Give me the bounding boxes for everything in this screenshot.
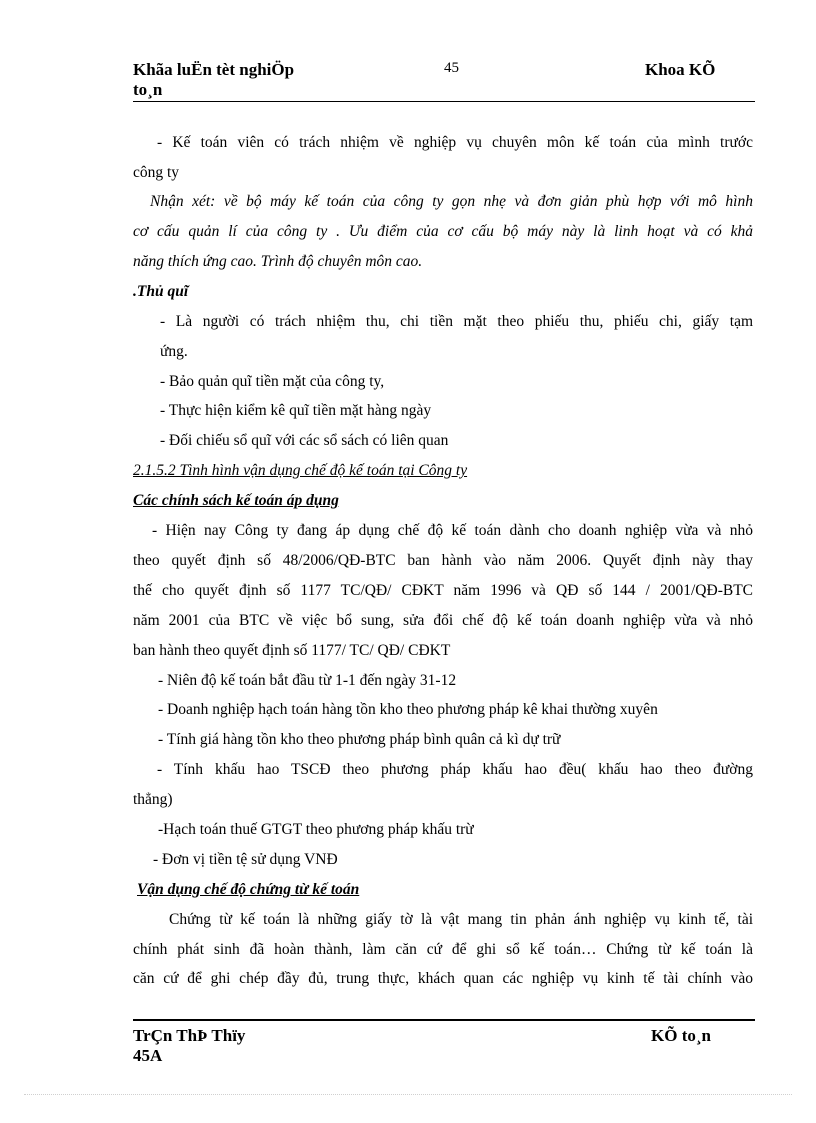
footer-author: TrÇn ThÞ Thïy xyxy=(133,1026,246,1045)
paragraph-line: - Đối chiếu sổ quĩ với các sổ sách có liên quan xyxy=(160,432,449,449)
footer-rule xyxy=(133,1019,755,1021)
paragraph-line: năm 2001 của BTC về việc bổ sung, sửa đổi chế độ kế toán doanh nghiệp vừa và nhỏ xyxy=(133,612,753,629)
paragraph-line: thẳng) xyxy=(133,791,173,808)
paragraph-line: ứng. xyxy=(160,343,188,360)
paragraph-line: căn cứ để ghi chép đầy đủ, trung thực, khách quan các nghiệp vụ kinh tế tài chính vào xyxy=(133,970,753,987)
header-title: Khãa luËn tèt nghiÖp xyxy=(133,60,295,79)
paragraph-line: - Đơn vị tiền tệ sử dụng VNĐ xyxy=(153,851,338,868)
paragraph-line: ban hành theo quyết định số 1177/ TC/ QĐ/ CĐKT xyxy=(133,642,451,659)
paragraph-line: -Hạch toán thuế GTGT theo phương pháp khấu trừ xyxy=(158,821,474,838)
header-rule xyxy=(133,101,755,102)
paragraph-line: công ty xyxy=(133,164,180,181)
paragraph-line: theo quyết định số 48/2006/QĐ-BTC ban hành vào năm 2006. Quyết định này thay xyxy=(133,552,753,569)
paragraph-line: Nhận xét: về bộ máy kế toán của công ty gọn nhẹ và đơn giản phù hợp với mô hình xyxy=(150,193,753,210)
section-heading: .Thủ quĩ xyxy=(133,283,189,300)
paragraph-line: - Thực hiện kiểm kê quĩ tiền mặt hàng ngày xyxy=(160,402,432,419)
header-title-cont: to¸n xyxy=(133,80,163,99)
paragraph-line: thế cho quyết định số 1177 TC/QĐ/ CĐKT năm 1996 và QĐ số 144 / 2001/QĐ-BTC xyxy=(133,582,753,599)
section-heading: Vận dụng chế độ chứng từ kế toán xyxy=(137,881,360,898)
paragraph-line: năng thích ứng cao. Trình độ chuyên môn cao. xyxy=(133,253,423,270)
paragraph-line: - Là người có trách nhiệm thu, chi tiền mặt theo phiếu thu, phiếu chi, giấy tạm xyxy=(160,313,753,330)
paragraph-line: - Doanh nghiệp hạch toán hàng tồn kho theo phương pháp kê khai thường xuyên xyxy=(158,701,658,718)
paragraph-line: cơ cấu quản lí của công ty . Ưu điểm của cơ cấu bộ máy này là linh hoạt và có khả xyxy=(133,223,753,240)
paragraph-line: - Kế toán viên có trách nhiệm về nghiệp vụ chuyên môn kế toán của mình trước xyxy=(157,134,753,151)
paragraph-line: chính phát sinh đã hoàn thành, làm căn cứ để ghi sổ kế toán… Chứng từ kế toán là xyxy=(133,941,753,958)
paragraph-line: - Niên độ kế toán bắt đầu từ 1-1 đến ngày 31-12 xyxy=(158,672,457,689)
section-heading: 2.1.5.2 Tình hình vận dụng chế độ kế toán tại Công ty xyxy=(133,462,468,479)
paragraph-line: - Tính khấu hao TSCĐ theo phương pháp khấu hao đều( khấu hao theo đường xyxy=(157,761,753,778)
page-bottom-dotted-rule xyxy=(24,1094,792,1095)
section-heading: Các chính sách kế toán áp dụng xyxy=(133,492,339,509)
paragraph-line: Chứng từ kế toán là những giấy tờ là vật mang tin phản ánh nghiệp vụ kinh tế, tài xyxy=(169,911,753,928)
footer-class: 45A xyxy=(133,1046,163,1065)
page-number: 45 xyxy=(444,60,459,76)
paragraph-line: - Hiện nay Công ty đang áp dụng chế độ kế toán dành cho doanh nghiệp vừa và nhỏ xyxy=(152,522,753,539)
header-faculty: Khoa KÕ xyxy=(645,60,716,79)
footer-department: KÕ to¸n xyxy=(651,1026,711,1045)
paragraph-line: - Tính giá hàng tồn kho theo phương pháp bình quân cả kì dự trữ xyxy=(158,731,561,748)
paragraph-line: - Bảo quản quĩ tiền mặt của công ty, xyxy=(160,373,385,390)
